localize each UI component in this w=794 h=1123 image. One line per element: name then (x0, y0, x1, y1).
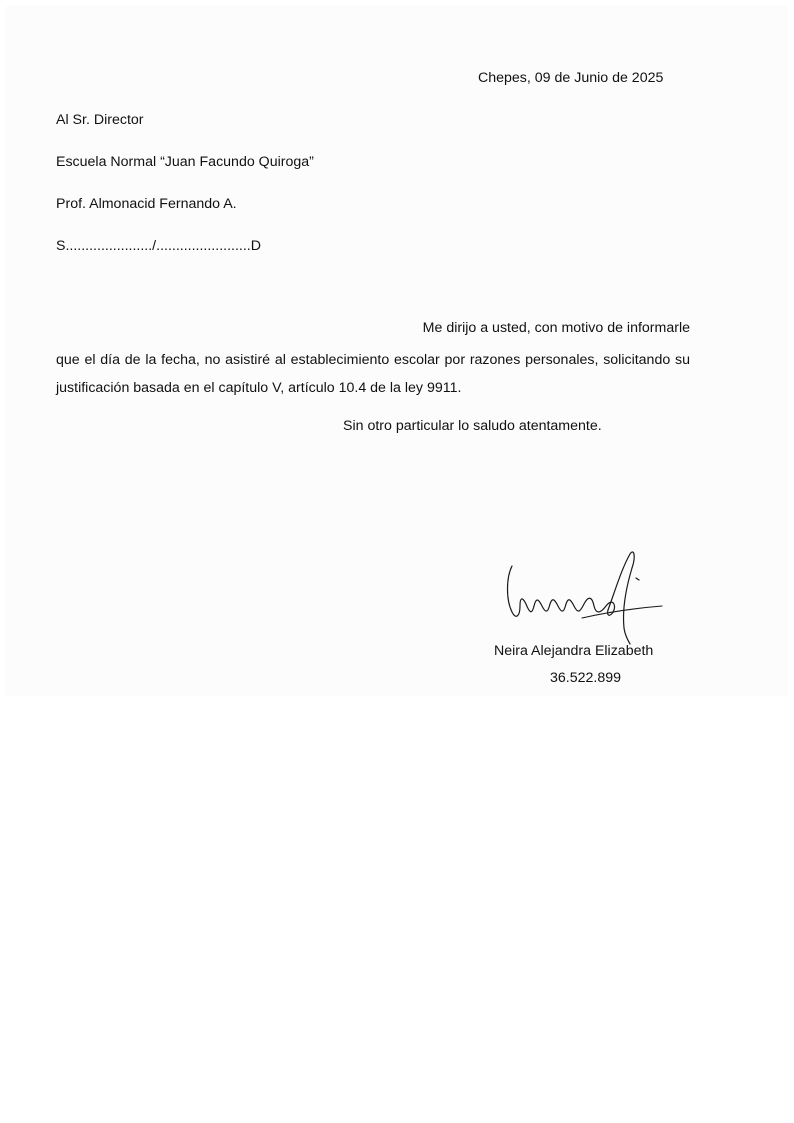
signature-stroke-loop (608, 552, 634, 644)
salutation-line: S....................../........................D (56, 238, 261, 254)
signature-stroke-dot (636, 578, 639, 580)
body-first-line: Me dirijo a usted, con motivo de informarle (422, 320, 690, 336)
signatory-name: Neira Alejandra Elizabeth (494, 643, 654, 659)
letter-date: Chepes, 09 de Junio de 2025 (478, 70, 664, 86)
closing-line: Sin otro particular lo saludo atentamente. (343, 418, 602, 434)
recipient-line-1: Al Sr. Director (56, 112, 144, 128)
body-paragraph: que el día de la fecha, no asistiré al establecimiento escolar por razones personales, solicitando su justificación basada en el capítulo V, artículo 10.4 de la ley 9911. (56, 352, 690, 396)
recipient-line-2: Escuela Normal “Juan Facundo Quiroga” (56, 154, 314, 170)
signature-stroke-main (508, 566, 615, 616)
handwritten-signature (498, 548, 672, 648)
signatory-id-number: 36.522.899 (550, 670, 622, 686)
recipient-line-3: Prof. Almonacid Fernando A. (56, 196, 237, 212)
